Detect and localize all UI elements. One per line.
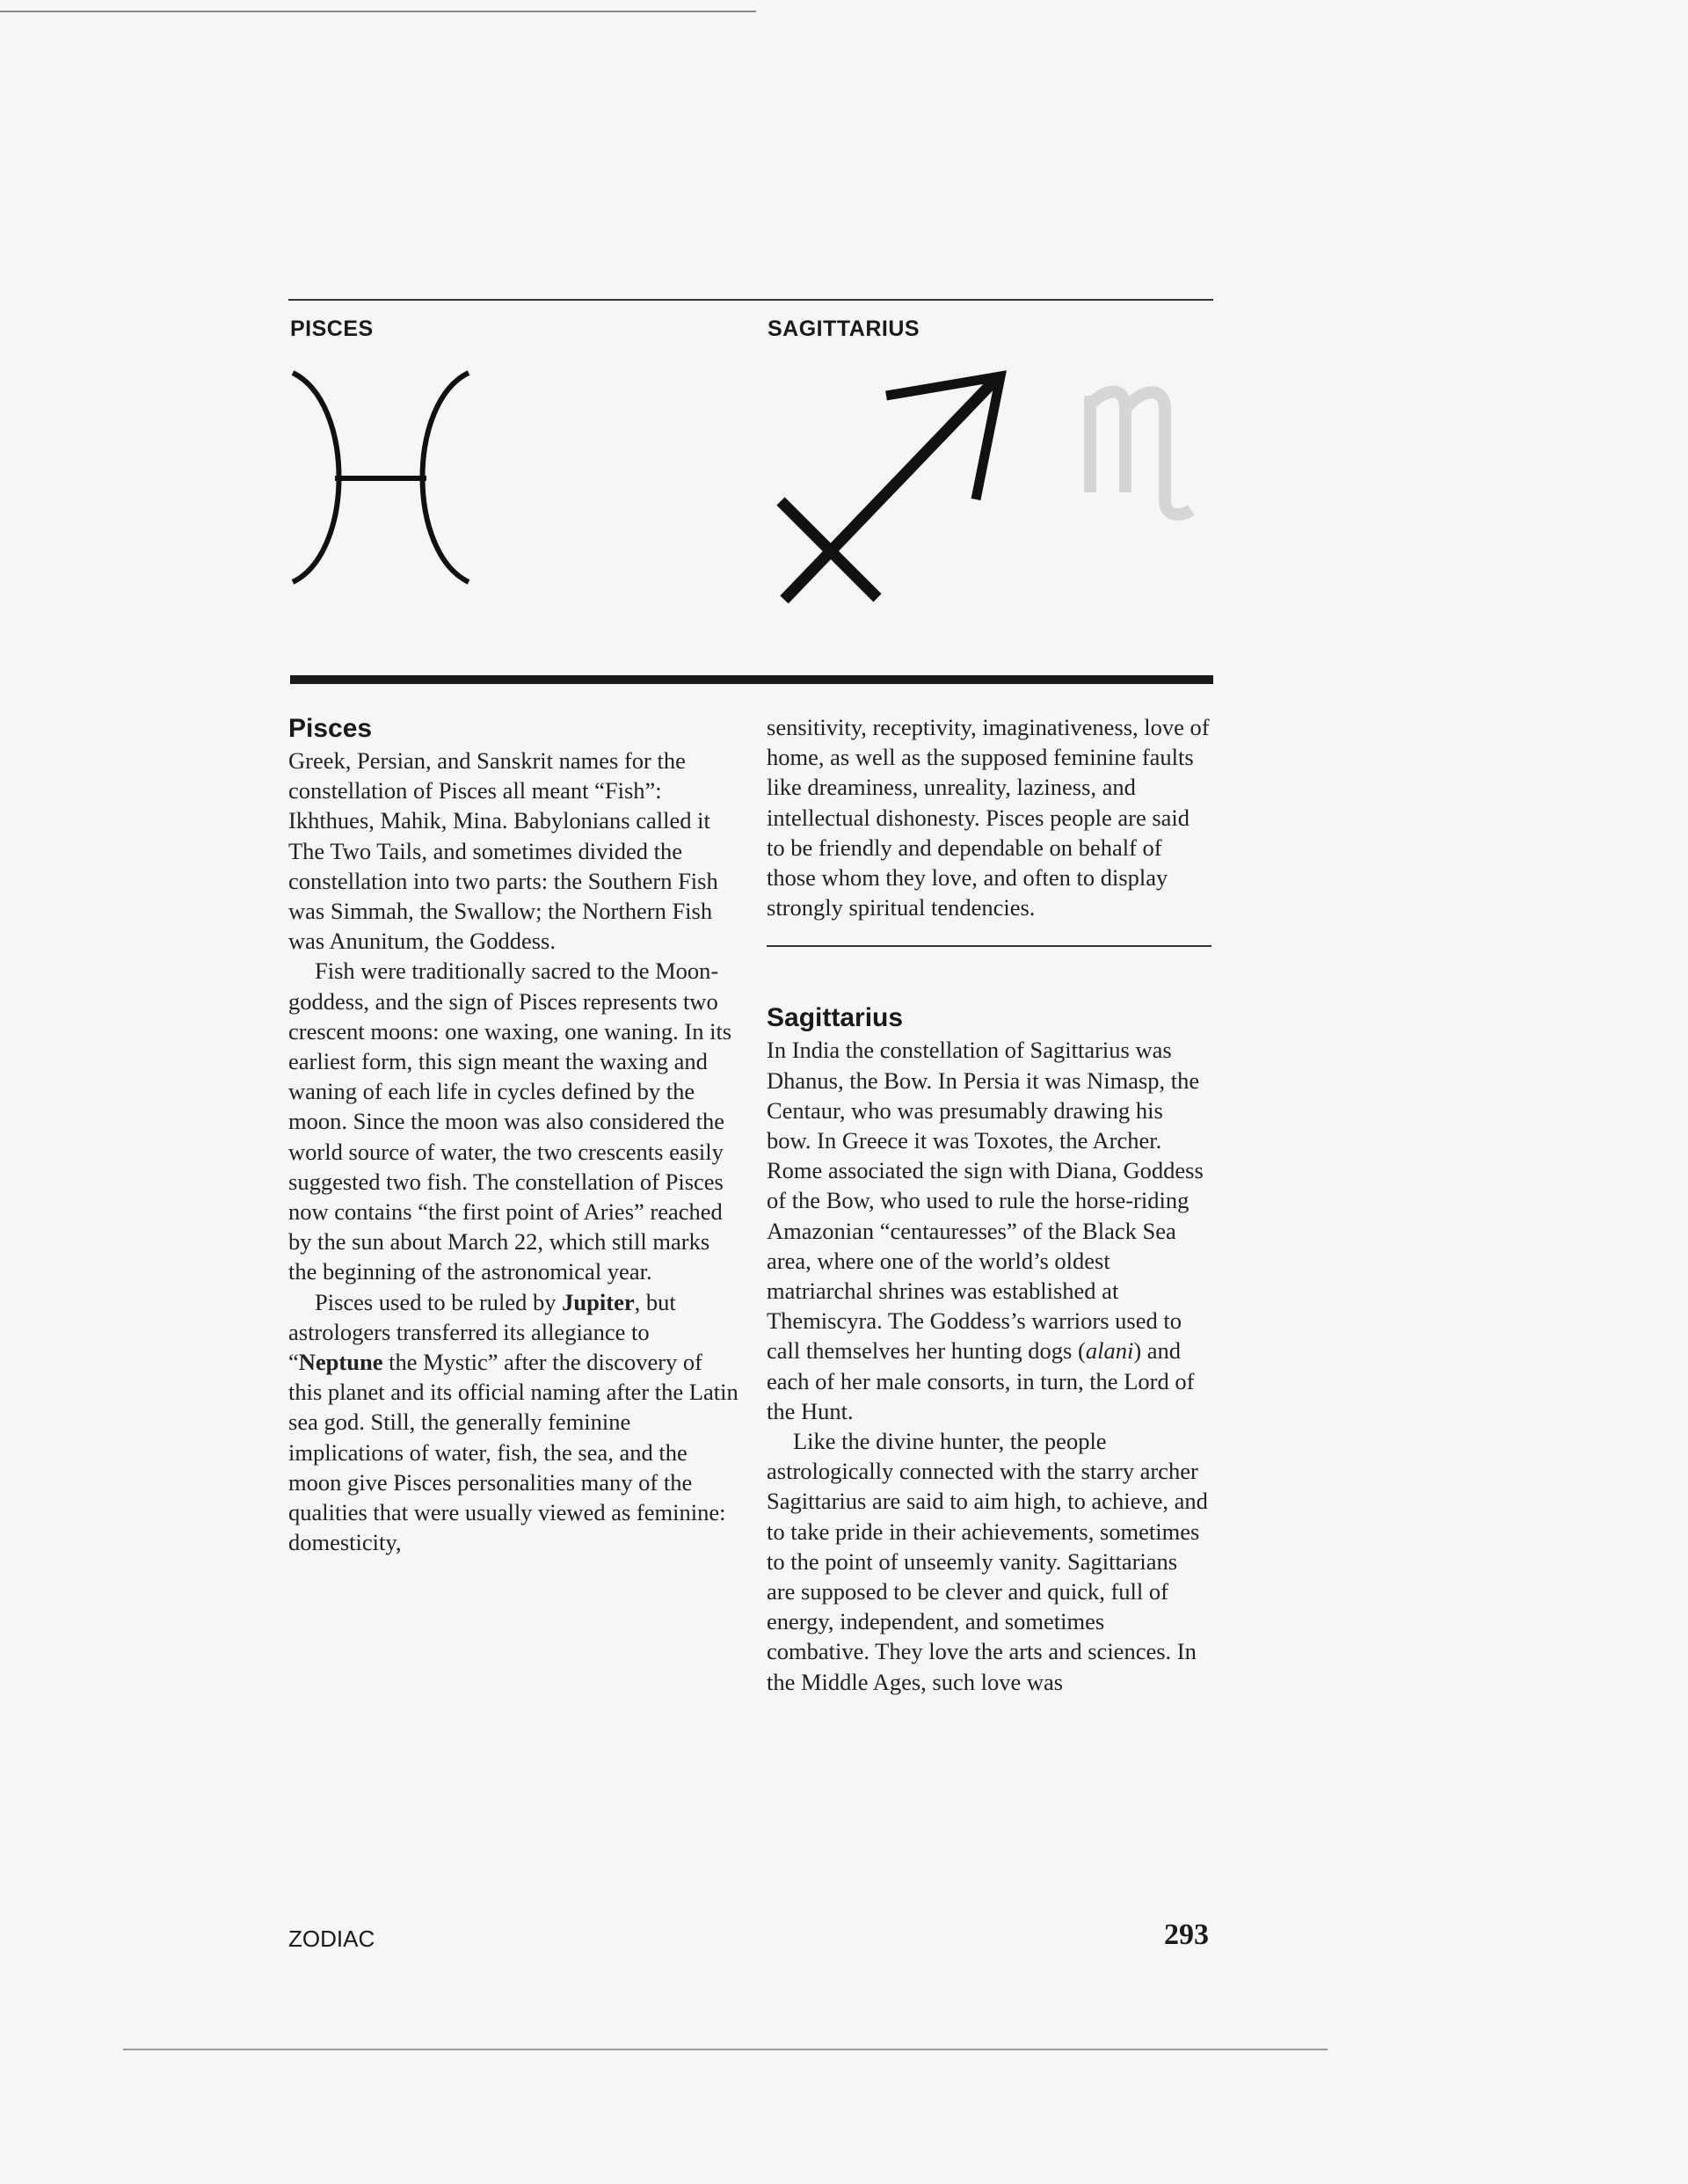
- pisces-p3-text-c: the Mystic” after the discovery of this planet and its official naming after the Latin sea god. Still, the generally feminine implications of water, fish, the sea, and the moon give Pisces personalities many of the qualities that were usually viewed as feminine: domesticity,: [288, 1349, 738, 1556]
- running-footer: ZODIAC: [288, 1926, 375, 1952]
- header-rule: [288, 299, 1213, 301]
- scorpio-bleed-through-icon: [1081, 369, 1213, 528]
- sag-p1-text-b: ) and each of her male consorts, in turn, the Lord of the Hunt.: [767, 1337, 1195, 1424]
- header-label-pisces: PISCES: [290, 317, 374, 341]
- sagittarius-heading: Sagittarius: [767, 1003, 904, 1033]
- pisces-paragraph-3: [288, 1287, 738, 1558]
- pisces-icon: [286, 369, 479, 585]
- sagittarius-icon: [765, 360, 1020, 615]
- pisces-continued-text: sensitivity, receptivity, imaginativeness, love of home, as well as the supposed feminine faults like dreaminess, unreality, laziness, and intellectual dishonesty. Pisces people are said to be friendly and dependable on behalf of those whom they love, and often to display strongly spiritual tendencies.: [767, 714, 1210, 921]
- section-divider-thick: [290, 675, 1213, 684]
- scan-edge-top: [0, 11, 756, 12]
- sag-p1-text-a: In India the constellation of Sagittarius was Dhanus, the Bow. In Persia it was Nimasp, the Centaur, who was presumably drawing his bow. In Greece it was Toxotes, the Archer. Rome associated the sign with Diana, Goddess of the Bow, who used to rule the horse-riding Amazonian “centauresses” of the Black Sea area, where one of the world’s oldest matriarchal shrines was established at Themiscyra. The Goddess’s warriors used to call themselves her hunting dogs (: [767, 1037, 1204, 1365]
- pisces-p3-text-b: , but astrologers transferred its allegiance to “: [288, 1288, 676, 1376]
- sagittarius-paragraph-1: [767, 1035, 1211, 1426]
- alani-term: alani: [1085, 1337, 1134, 1365]
- pisces-p3-text-a: Pisces used to be ruled by: [315, 1288, 563, 1315]
- scan-edge-bottom: [123, 2049, 1328, 2050]
- right-column: [767, 712, 1211, 1697]
- page-number: 293: [1164, 1918, 1209, 1951]
- left-column: [288, 712, 738, 1557]
- pisces-paragraph-2: Fish were traditionally sacred to the Moon-goddess, and the sign of Pisces represents two crescent moons: one waxing, one waning. In its earliest form, this sign meant the waxing and waning of each life in cycles defined by the moon. Since the moon was also considered the world source of water, the two crescents easily suggested two fish. The constellation of Pisces now contains “the first point of Aries” reached by the sun about March 22, which still marks the beginning of the astronomical year.: [288, 957, 732, 1285]
- sagittarius-paragraph-2: Like the divine hunter, the people astrologically connected with the starry archer Sagittarius are said to aim high, to achieve, and to take pride in their achievements, sometimes to the point of unseemly vanity. Sagittarians are supposed to be clever and quick, full of energy, independent, and sometimes combative. They love the arts and sciences. In the Middle Ages, such love was: [767, 1428, 1208, 1695]
- neptune-term: Neptune: [298, 1349, 383, 1376]
- pisces-heading: Pisces: [288, 714, 373, 743]
- jupiter-term: Jupiter: [562, 1288, 635, 1315]
- pisces-paragraph-1: Greek, Persian, and Sanskrit names for the constellation of Pisces all meant “Fish”: Ikhthues, Mahik, Mina. Babylonians called it The Two Tails, and sometimes divided the constellation into two parts: the Southern Fish was Simmah, the Swallow; the Northern Fish was Anunitum, the Goddess.: [288, 747, 718, 955]
- section-divider-thin: [767, 945, 1211, 947]
- header-label-sagittarius: SAGITTARIUS: [768, 317, 920, 341]
